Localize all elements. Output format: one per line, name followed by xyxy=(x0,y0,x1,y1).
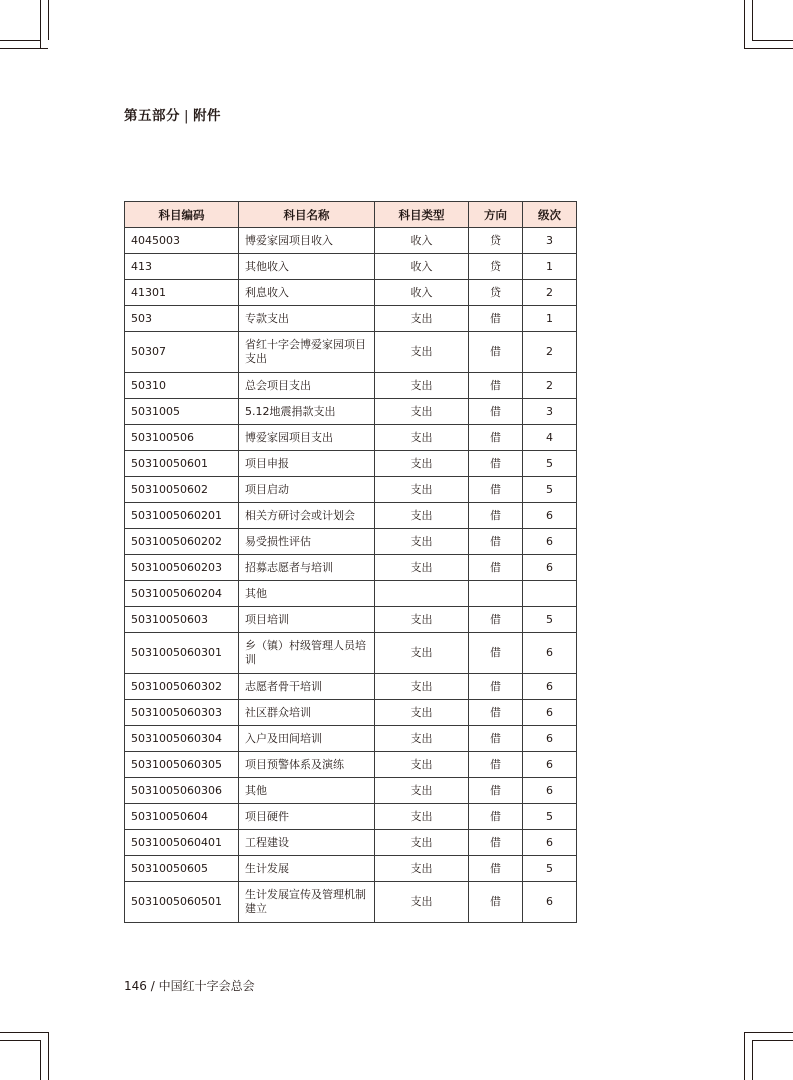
cell-code: 50310050602 xyxy=(125,477,239,503)
table-row xyxy=(125,254,577,280)
cell-type: 收入 xyxy=(375,254,469,280)
cell-type: 收入 xyxy=(375,280,469,306)
cell-name: 相关方研讨会或计划会 xyxy=(239,503,375,529)
cell-direction: 借 xyxy=(469,856,523,882)
cell-type: 支出 xyxy=(375,882,469,923)
cell-level: 6 xyxy=(523,700,577,726)
cell-type: 支出 xyxy=(375,373,469,399)
cell-direction: 借 xyxy=(469,830,523,856)
cell-direction: 借 xyxy=(469,607,523,633)
cell-type: 支出 xyxy=(375,700,469,726)
page-number: 146 xyxy=(124,979,147,993)
cell-level: 2 xyxy=(523,373,577,399)
cell-name: 其他 xyxy=(239,778,375,804)
cell-name: 志愿者骨干培训 xyxy=(239,674,375,700)
table-row xyxy=(125,607,577,633)
table-body xyxy=(125,228,577,923)
cell-level: 2 xyxy=(523,280,577,306)
cell-code: 50310050605 xyxy=(125,856,239,882)
table-row xyxy=(125,581,577,607)
cell-type: 支出 xyxy=(375,752,469,778)
cell-name: 博爱家园项目收入 xyxy=(239,228,375,254)
cell-level: 6 xyxy=(523,503,577,529)
table-row xyxy=(125,228,577,254)
cell-direction: 借 xyxy=(469,477,523,503)
cell-type: 支出 xyxy=(375,399,469,425)
cell-code: 41301 xyxy=(125,280,239,306)
cell-type: 支出 xyxy=(375,804,469,830)
table-row xyxy=(125,503,577,529)
cell-direction xyxy=(469,581,523,607)
cell-code: 5031005060302 xyxy=(125,674,239,700)
cell-name: 专款支出 xyxy=(239,306,375,332)
cell-name: 其他 xyxy=(239,581,375,607)
table-row xyxy=(125,555,577,581)
cell-name: 项目申报 xyxy=(239,451,375,477)
section-title xyxy=(124,104,221,124)
table-row xyxy=(125,306,577,332)
section-name: 附件 xyxy=(193,108,222,124)
cell-level: 1 xyxy=(523,254,577,280)
cell-level: 5 xyxy=(523,856,577,882)
cell-type: 支出 xyxy=(375,503,469,529)
table-row xyxy=(125,830,577,856)
cell-name: 招募志愿者与培训 xyxy=(239,555,375,581)
cell-level: 3 xyxy=(523,228,577,254)
cell-level: 6 xyxy=(523,752,577,778)
cell-level: 6 xyxy=(523,529,577,555)
cell-level: 5 xyxy=(523,477,577,503)
cell-type: 支出 xyxy=(375,830,469,856)
table-row xyxy=(125,451,577,477)
cell-name: 易受损性评估 xyxy=(239,529,375,555)
cell-level: 5 xyxy=(523,804,577,830)
cell-level: 6 xyxy=(523,633,577,674)
table-row xyxy=(125,332,577,373)
cell-name: 其他收入 xyxy=(239,254,375,280)
cell-name: 项目培训 xyxy=(239,607,375,633)
cell-direction: 借 xyxy=(469,555,523,581)
table-row xyxy=(125,280,577,306)
cell-code: 5031005060304 xyxy=(125,726,239,752)
cell-direction: 借 xyxy=(469,700,523,726)
cell-code: 50310050603 xyxy=(125,607,239,633)
cell-code: 5031005060202 xyxy=(125,529,239,555)
cell-type: 支出 xyxy=(375,726,469,752)
cell-level: 6 xyxy=(523,830,577,856)
cell-direction: 借 xyxy=(469,752,523,778)
cell-direction: 贷 xyxy=(469,254,523,280)
cell-name: 社区群众培训 xyxy=(239,700,375,726)
cell-type: 支出 xyxy=(375,425,469,451)
cell-name: 项目启动 xyxy=(239,477,375,503)
cell-name: 生计发展宣传及管理机制建立 xyxy=(239,882,375,923)
cell-code: 5031005060305 xyxy=(125,752,239,778)
cell-code: 5031005060203 xyxy=(125,555,239,581)
cell-code: 50310050604 xyxy=(125,804,239,830)
table-header-row xyxy=(125,202,577,228)
cell-name: 总会项目支出 xyxy=(239,373,375,399)
header-code: 科目编码 xyxy=(125,202,239,228)
cell-direction: 贷 xyxy=(469,228,523,254)
section-label: 第五部分 xyxy=(124,108,180,124)
cell-code: 5031005060201 xyxy=(125,503,239,529)
cell-level: 2 xyxy=(523,332,577,373)
cell-level: 6 xyxy=(523,778,577,804)
table-row xyxy=(125,882,577,923)
title-separator: | xyxy=(184,108,190,124)
cell-name: 项目硬件 xyxy=(239,804,375,830)
cell-level: 6 xyxy=(523,555,577,581)
table-row xyxy=(125,804,577,830)
cell-name: 入户及田间培训 xyxy=(239,726,375,752)
cell-code: 5031005060204 xyxy=(125,581,239,607)
cell-direction: 借 xyxy=(469,373,523,399)
cell-code: 4045003 xyxy=(125,228,239,254)
table-row xyxy=(125,674,577,700)
cell-code: 50310050601 xyxy=(125,451,239,477)
cell-type: 支出 xyxy=(375,607,469,633)
header-type: 科目类型 xyxy=(375,202,469,228)
cell-level: 5 xyxy=(523,607,577,633)
cell-name: 项目预警体系及演练 xyxy=(239,752,375,778)
cell-code: 5031005 xyxy=(125,399,239,425)
table-row xyxy=(125,700,577,726)
cell-direction: 借 xyxy=(469,882,523,923)
cell-direction: 借 xyxy=(469,674,523,700)
cell-level: 6 xyxy=(523,726,577,752)
cell-code: 5031005060303 xyxy=(125,700,239,726)
cell-type: 支出 xyxy=(375,477,469,503)
cell-direction: 借 xyxy=(469,503,523,529)
cell-direction: 借 xyxy=(469,778,523,804)
cell-type: 支出 xyxy=(375,306,469,332)
cell-level: 1 xyxy=(523,306,577,332)
cell-type: 支出 xyxy=(375,529,469,555)
cell-name: 利息收入 xyxy=(239,280,375,306)
cell-direction: 借 xyxy=(469,425,523,451)
cell-type: 支出 xyxy=(375,674,469,700)
cell-type: 支出 xyxy=(375,451,469,477)
cell-type: 支出 xyxy=(375,555,469,581)
cell-level: 5 xyxy=(523,451,577,477)
cell-code: 5031005060401 xyxy=(125,830,239,856)
cell-direction: 借 xyxy=(469,306,523,332)
cell-code: 413 xyxy=(125,254,239,280)
cell-level: 6 xyxy=(523,882,577,923)
cell-level: 4 xyxy=(523,425,577,451)
cell-code: 5031005060301 xyxy=(125,633,239,674)
table-row xyxy=(125,477,577,503)
cell-name: 省红十字会博爱家园项目支出 xyxy=(239,332,375,373)
accounts-table xyxy=(124,201,577,923)
cell-level xyxy=(523,581,577,607)
cell-direction: 借 xyxy=(469,451,523,477)
cell-direction: 借 xyxy=(469,399,523,425)
cell-code: 5031005060501 xyxy=(125,882,239,923)
footer-separator: / xyxy=(150,979,155,993)
header-direction: 方向 xyxy=(469,202,523,228)
table-row xyxy=(125,856,577,882)
cell-code: 50307 xyxy=(125,332,239,373)
cell-level: 6 xyxy=(523,674,577,700)
cell-direction: 借 xyxy=(469,633,523,674)
table-row xyxy=(125,633,577,674)
cell-type: 支出 xyxy=(375,856,469,882)
cell-name: 工程建设 xyxy=(239,830,375,856)
cell-code: 503 xyxy=(125,306,239,332)
cell-code: 5031005060306 xyxy=(125,778,239,804)
table-row xyxy=(125,778,577,804)
table-row xyxy=(125,529,577,555)
table-row xyxy=(125,752,577,778)
cell-direction: 借 xyxy=(469,804,523,830)
cell-type: 支出 xyxy=(375,633,469,674)
cell-name: 博爱家园项目支出 xyxy=(239,425,375,451)
header-level: 级次 xyxy=(523,202,577,228)
table-row xyxy=(125,425,577,451)
cell-type: 支出 xyxy=(375,332,469,373)
table-row xyxy=(125,399,577,425)
cell-code: 50310 xyxy=(125,373,239,399)
cell-direction: 借 xyxy=(469,726,523,752)
cell-name: 生计发展 xyxy=(239,856,375,882)
cell-name: 乡（镇）村级管理人员培训 xyxy=(239,633,375,674)
cell-direction: 借 xyxy=(469,529,523,555)
cell-type: 收入 xyxy=(375,228,469,254)
cell-name: 5.12地震捐款支出 xyxy=(239,399,375,425)
page-footer xyxy=(124,977,255,994)
publisher-name: 中国红十字会总会 xyxy=(158,979,255,993)
cell-level: 3 xyxy=(523,399,577,425)
header-name: 科目名称 xyxy=(239,202,375,228)
table-row xyxy=(125,726,577,752)
cell-type xyxy=(375,581,469,607)
cell-code: 503100506 xyxy=(125,425,239,451)
table-row xyxy=(125,373,577,399)
cell-direction: 借 xyxy=(469,332,523,373)
cell-type: 支出 xyxy=(375,778,469,804)
cell-direction: 贷 xyxy=(469,280,523,306)
